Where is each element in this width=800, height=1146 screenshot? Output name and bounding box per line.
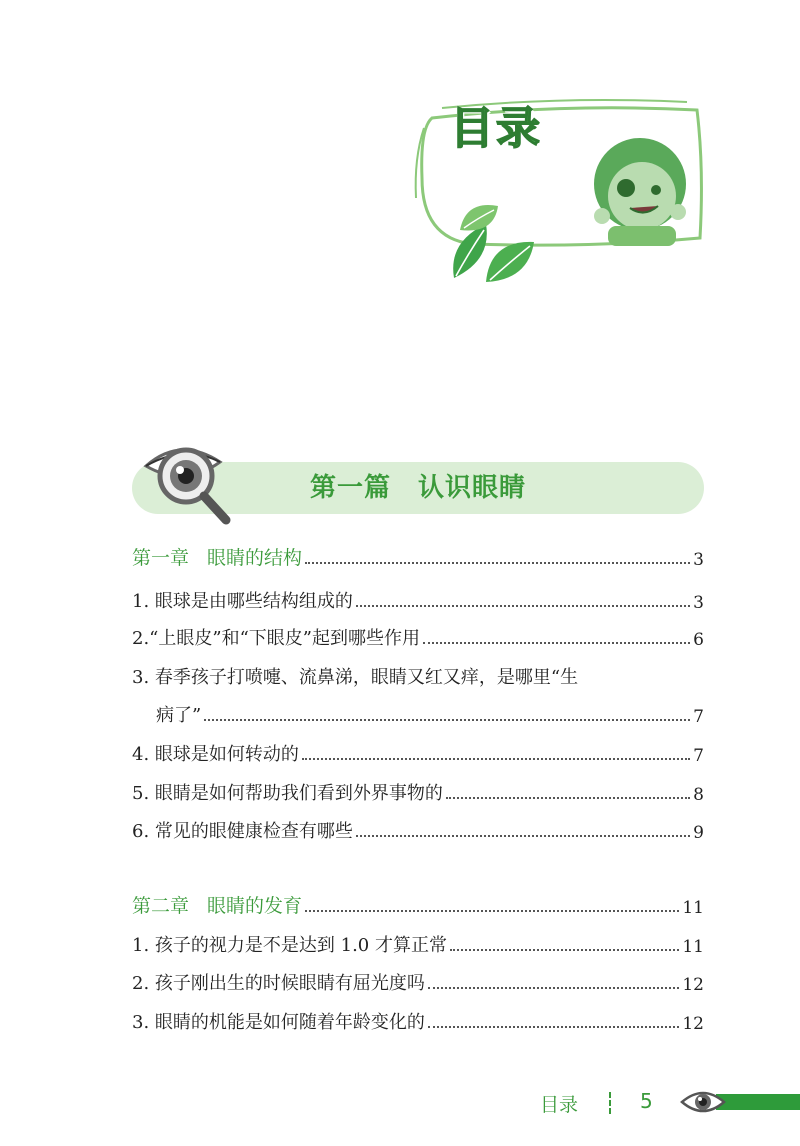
- leader-dots: [305, 562, 690, 564]
- leader-dots: [302, 758, 690, 760]
- footer-section-label: 目录: [540, 1094, 579, 1116]
- page-number: 11: [682, 898, 704, 918]
- chapter-name: 眼睛的结构: [207, 547, 303, 569]
- leader-dots: [428, 1026, 679, 1028]
- page-number: 3: [693, 550, 704, 570]
- leader-dots: [446, 797, 690, 799]
- leaf-icon: [446, 200, 542, 290]
- chapter-label: 第一章: [132, 547, 190, 569]
- page-number: 7: [693, 707, 704, 727]
- toc-item[interactable]: [132, 813, 704, 843]
- toc-item-text: 1. 眼球是由哪些结构组成的: [132, 591, 353, 612]
- girl-illustration: [594, 138, 686, 246]
- toc-item-continued[interactable]: [156, 697, 704, 727]
- footer-bar: [716, 1094, 800, 1110]
- leader-dots: [305, 910, 679, 912]
- footer-page-number: 5: [640, 1089, 653, 1113]
- toc-item[interactable]: [132, 736, 704, 766]
- toc-item-text: 3. 春季孩子打喷嚏、流鼻涕，眼睛又红又痒，是哪里“生: [132, 667, 579, 688]
- leader-dots: [356, 835, 690, 837]
- toc-item-text: 5. 眼睛是如何帮助我们看到外界事物的: [132, 783, 443, 804]
- leader-dots: [356, 605, 690, 607]
- page-number: 8: [693, 785, 704, 805]
- page-title: 目录: [450, 103, 542, 154]
- toc-item-text: 4. 眼球是如何转动的: [132, 744, 299, 765]
- leader-dots: [450, 949, 679, 951]
- page-number: 12: [682, 1014, 704, 1034]
- page-number: 3: [693, 593, 704, 613]
- page-number: 11: [682, 937, 704, 957]
- chapter-label: 第二章: [132, 895, 190, 917]
- toc-item-text: 1. 孩子的视力是不是达到 1.0 才算正常: [132, 935, 447, 956]
- toc-item-text: 3. 眼睛的机能是如何随着年龄变化的: [132, 1012, 425, 1033]
- toc-item[interactable]: [132, 775, 704, 805]
- leader-dots: [423, 642, 690, 644]
- chapter-name: 眼睛的发育: [207, 895, 303, 917]
- page-number: 7: [693, 746, 704, 766]
- toc-item[interactable]: [132, 620, 704, 650]
- toc-chapter-1[interactable]: [132, 540, 704, 570]
- toc-item[interactable]: [132, 1004, 704, 1034]
- toc-item-text: 6. 常见的眼健康检查有哪些: [132, 821, 353, 842]
- toc-item[interactable]: [132, 927, 704, 957]
- toc-item[interactable]: [132, 965, 704, 995]
- toc-item[interactable]: [132, 659, 704, 689]
- magnifier-eye-icon: [140, 436, 240, 526]
- toc-item[interactable]: [132, 583, 704, 613]
- toc-item-text: 病了”: [156, 705, 202, 726]
- page-number: 6: [693, 630, 704, 650]
- eye-icon: [680, 1088, 726, 1116]
- leader-dots: [204, 719, 690, 721]
- leader-dots: [428, 987, 679, 989]
- toc-item-text: 2. 孩子刚出生的时候眼睛有屈光度吗: [132, 973, 425, 994]
- page-number: 9: [693, 823, 704, 843]
- toc-chapter-2[interactable]: [132, 888, 704, 918]
- toc-item-text: 2.“上眼皮”和“下眼皮”起到哪些作用: [132, 628, 420, 649]
- page-number: 12: [682, 975, 704, 995]
- part-title: 第一篇 认识眼睛: [309, 473, 526, 503]
- footer-divider: [609, 1092, 611, 1114]
